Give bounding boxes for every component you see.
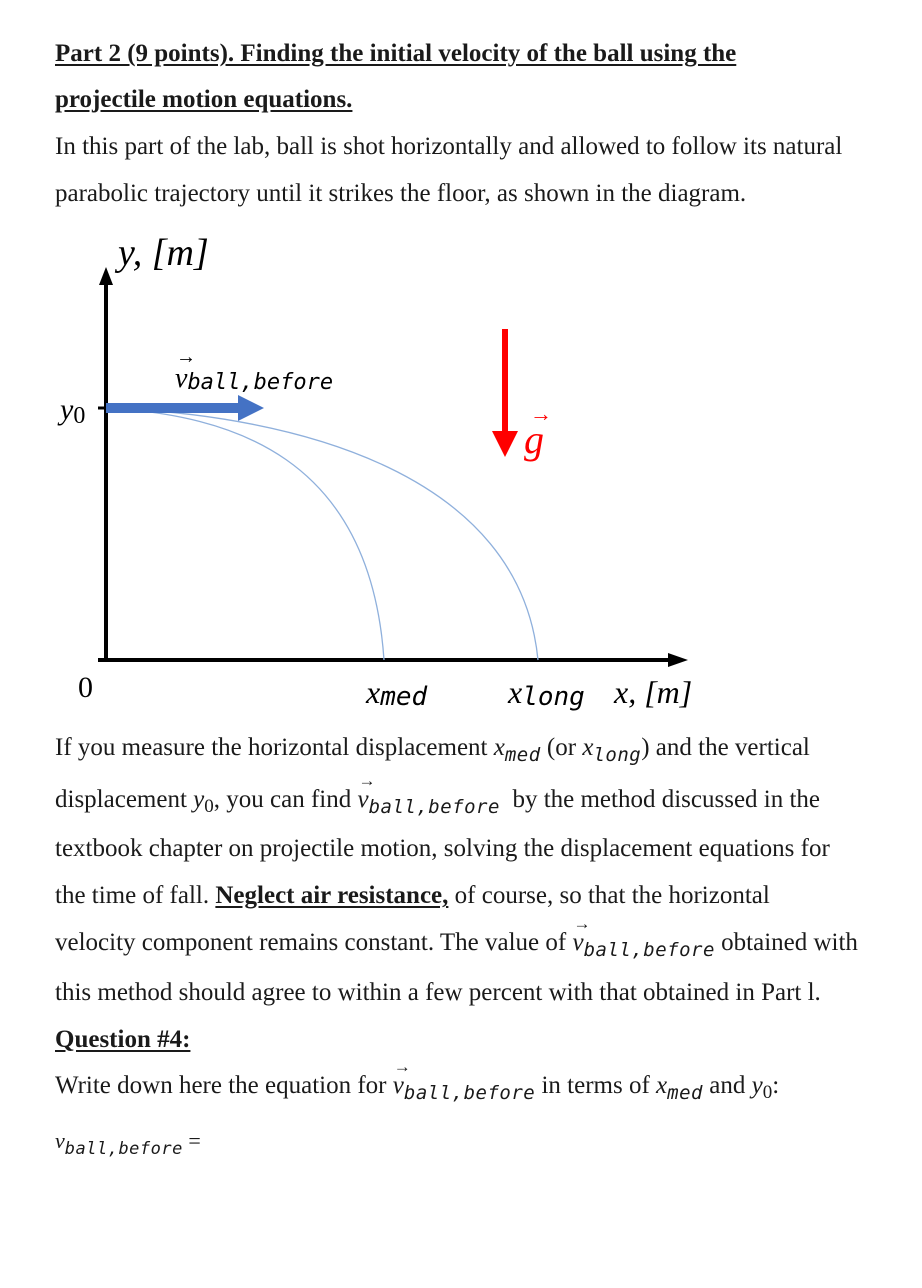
velocity-label-arrow: → bbox=[176, 346, 196, 368]
origin-label: 0 bbox=[78, 671, 93, 704]
intro-line2: parabolic trajectory until it strikes the floor, as shown in the diagram. bbox=[55, 180, 747, 207]
intro-line1: In this part of the lab, ball is shot horizontally and allowed to follow its natural bbox=[55, 133, 843, 160]
body-line6: this method should agree to within a few percent with that obtained in Part l. bbox=[55, 979, 821, 1006]
xlong-label: x bbox=[508, 674, 523, 710]
y0-label-sub: 0 bbox=[73, 403, 86, 429]
svg-text:xlong bbox=[507, 674, 585, 712]
trajectory-diagram bbox=[0, 225, 922, 725]
gravity-label: g bbox=[524, 417, 544, 462]
body-line3: textbook chapter on projectile motion, solving the displacement equations for bbox=[55, 835, 830, 862]
svg-text:xmed bbox=[365, 674, 428, 712]
section-heading-line2: projectile motion equations. bbox=[55, 86, 353, 113]
svg-text:vball,before bbox=[175, 363, 333, 395]
velocity-label: v bbox=[175, 363, 188, 394]
xmed-label-sub: med bbox=[380, 682, 428, 712]
body-line4: the time of fall. Neglect air resistance, of course, so that the horizontal bbox=[55, 882, 770, 909]
y0-label: y bbox=[60, 393, 74, 426]
x-axis-arrowhead bbox=[668, 653, 688, 667]
neglect-air-resistance: Neglect air resistance, bbox=[215, 882, 449, 909]
body-line2: displacement $y_0$, you can find → $v_{ball,before}$ by the method discussed in the bbox=[55, 786, 820, 818]
velocity-arrow-head bbox=[238, 395, 264, 421]
section-heading-line1: Part 2 (9 points). Finding the initial velocity of the ball using the bbox=[55, 40, 737, 67]
xmed-label: x bbox=[366, 674, 381, 710]
gravity-arrow-head bbox=[492, 431, 518, 457]
svg-text:y0 bbox=[57, 393, 85, 429]
answer-lhs-sub: ball,before bbox=[64, 1139, 183, 1159]
question-title: Question #4: bbox=[55, 1026, 191, 1053]
xlong-label-sub: long bbox=[522, 682, 585, 712]
velocity-label-sub: ball,before bbox=[187, 370, 334, 395]
velocity-arrow-shaft bbox=[106, 403, 242, 413]
gravity-arrow-shaft bbox=[502, 329, 508, 433]
x-axis-label: x, [m] bbox=[614, 674, 693, 710]
gravity-label-arrow: → bbox=[530, 401, 552, 426]
answer-lhs: v bbox=[55, 1128, 65, 1153]
answer-line[interactable] bbox=[55, 1128, 201, 1159]
trajectory-long bbox=[106, 408, 538, 660]
body-line5: velocity component remains constant. The value of → $v_{ball,before}$ obtained with bbox=[55, 929, 858, 961]
body-line1: If you measure the horizontal displacement $x_{med}$ (or $x_{long}$) and the vertical bbox=[55, 734, 810, 766]
answer-equals: = bbox=[188, 1128, 201, 1153]
trajectory-med bbox=[106, 408, 384, 660]
question-prompt: Write down here the equation for → $v_{ball,before}$ in terms of $x_{med}$ and $y_0$: bbox=[55, 1072, 779, 1104]
y-axis-label: y, [m] bbox=[118, 232, 209, 274]
y-axis-arrowhead bbox=[99, 267, 113, 285]
